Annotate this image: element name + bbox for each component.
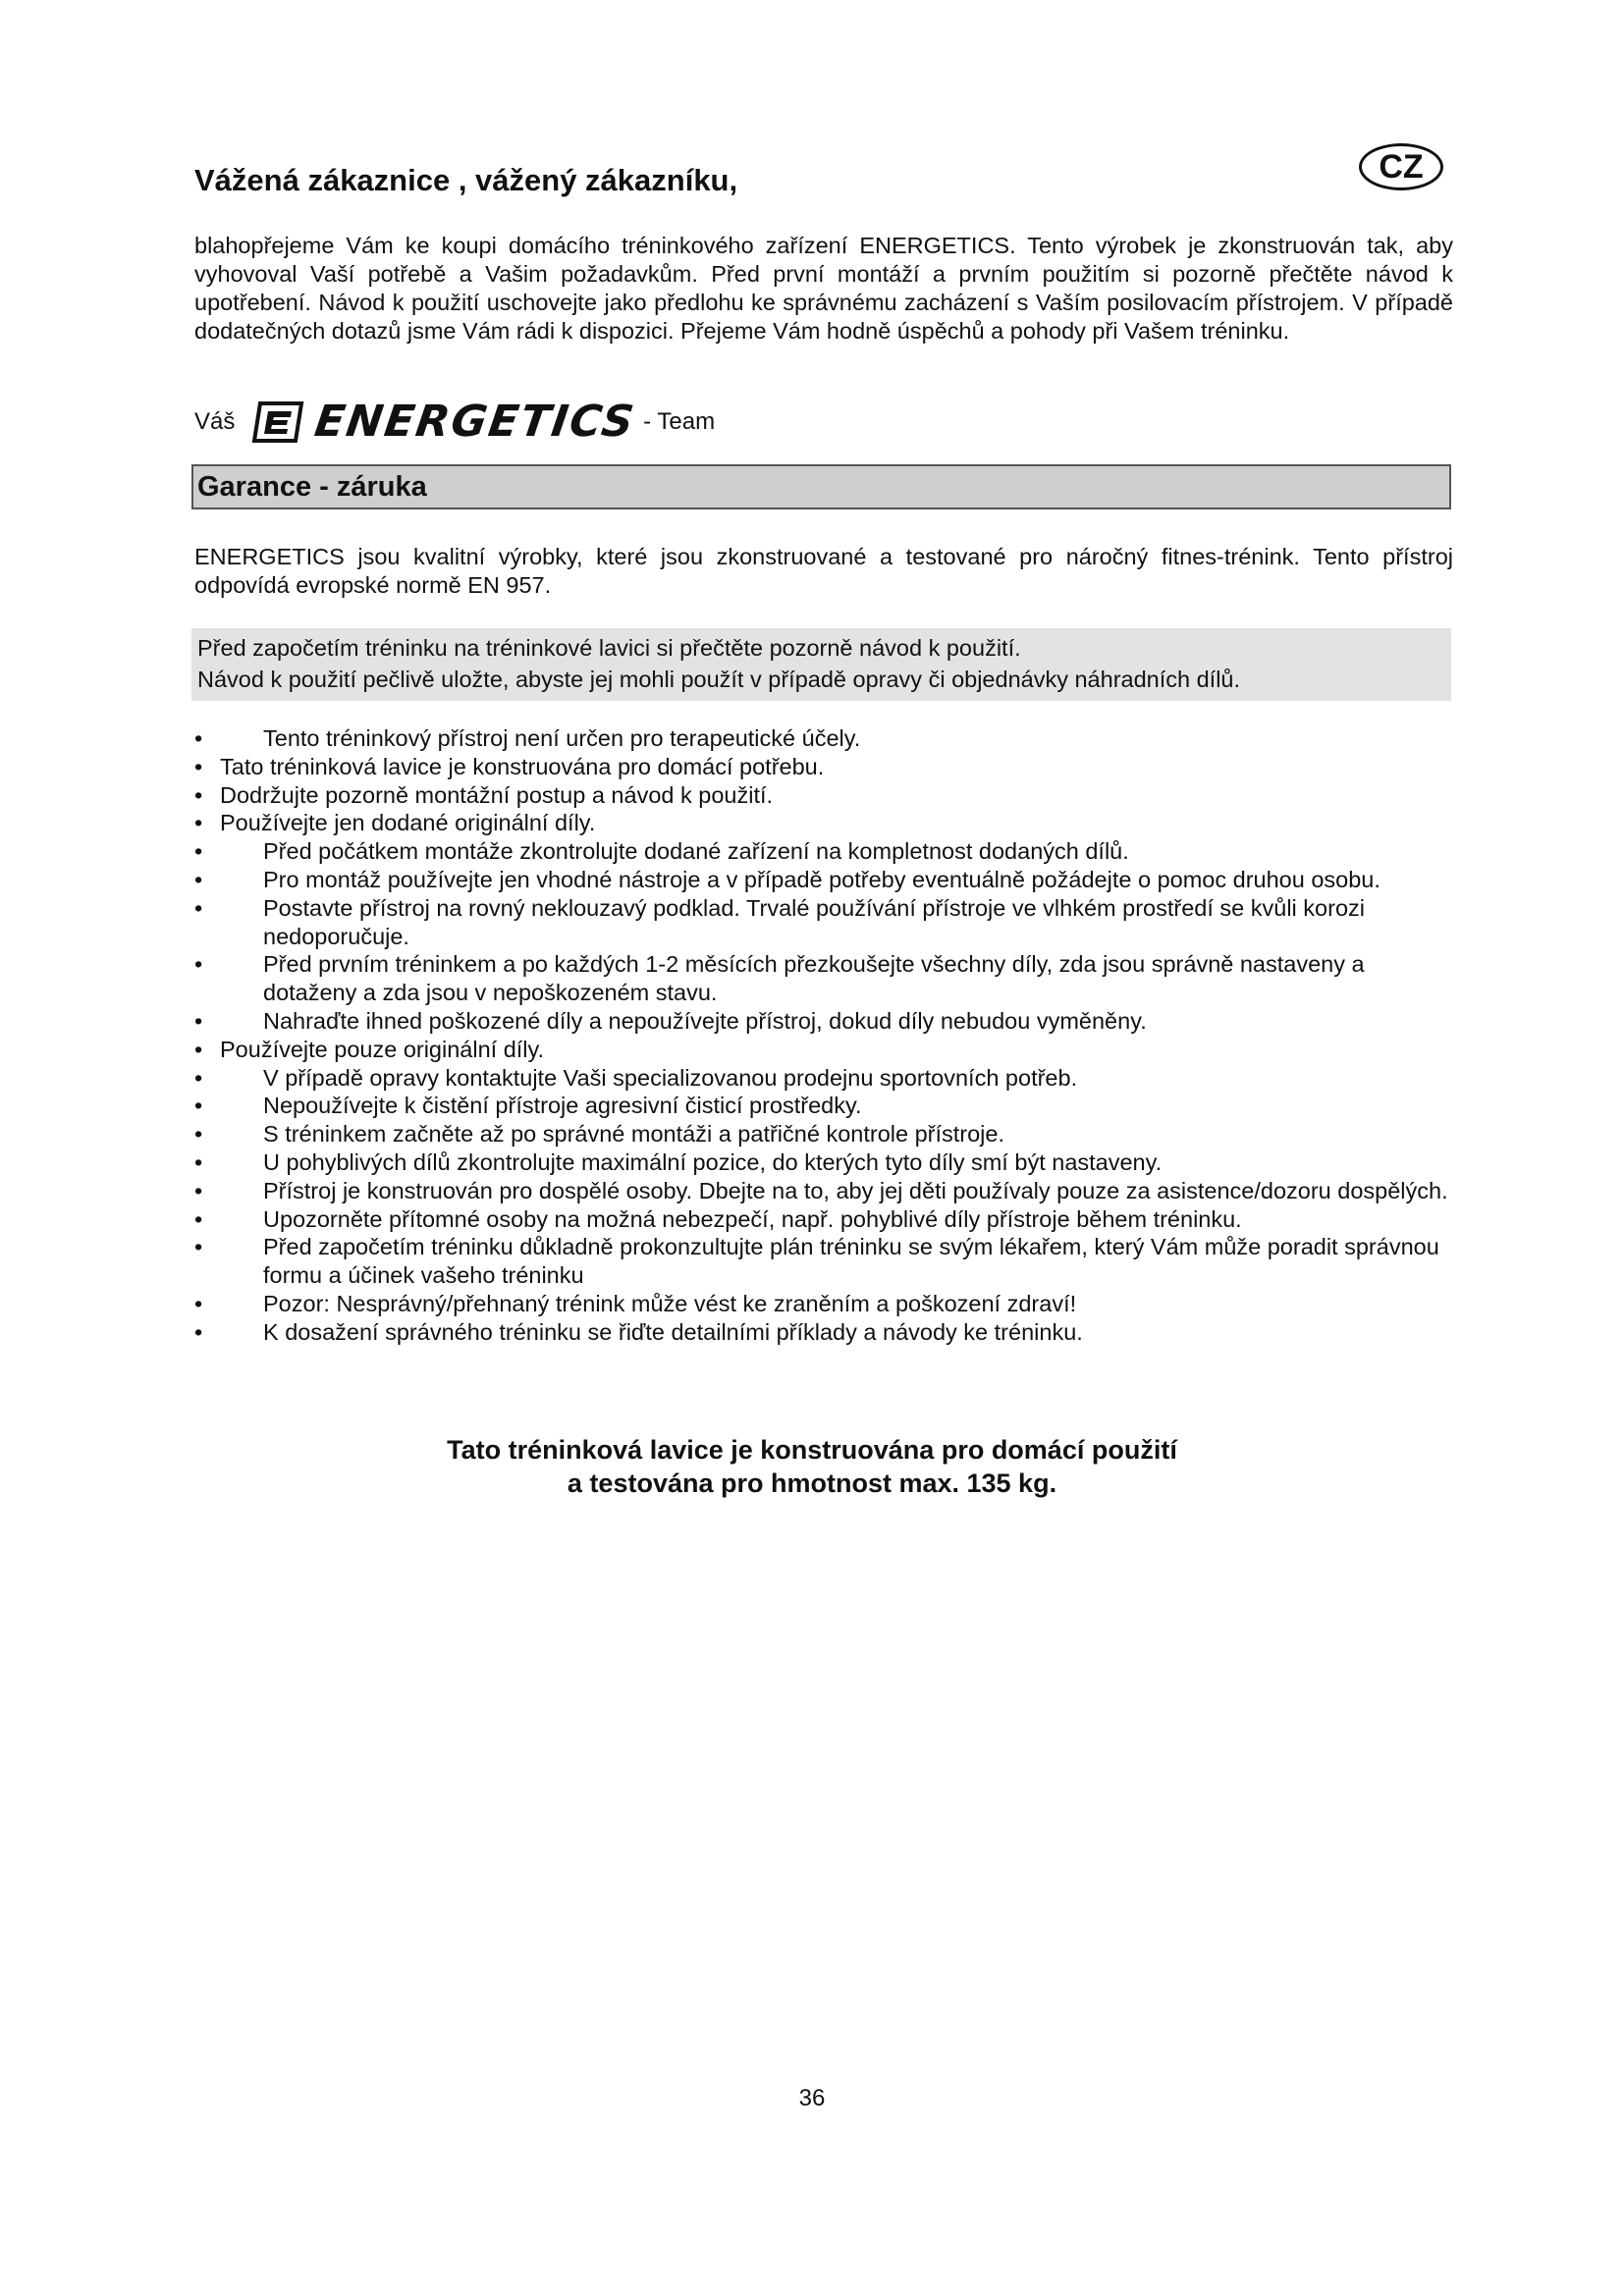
page-title: Vážená zákaznice , vážený zákazníku,	[194, 163, 738, 197]
brand-name: ENERGETICS	[311, 397, 639, 447]
list-item: • Používejte jen dodané originální díly.	[194, 809, 1461, 837]
list-item: • Upozorněte přítomné osoby na možná nebezpečí, např. pohyblivé díly přístroje během tréninku.	[194, 1205, 1461, 1234]
notice-line: a testována pro hmotnost max. 135 kg.	[567, 1468, 1057, 1498]
list-item: • Pro montáž používejte jen vhodné nástroje a v případě potřeby eventuálně požádejte o pomoc druhou osobu.	[194, 866, 1461, 894]
list-item: • Dodržujte pozorně montážní postup a návod k použití.	[194, 781, 1461, 810]
note-line: Před započetím tréninku na tréninkové lavici si přečtěte pozorně návod k použití.	[197, 635, 1021, 661]
notice-line: Tato tréninková lavice je konstruována pro domácí použití	[447, 1435, 1177, 1465]
list-item: • Používejte pouze originální díly.	[194, 1036, 1461, 1064]
max-weight-notice	[0, 1433, 1624, 1500]
list-item: • Tato tréninková lavice je konstruována pro domácí potřebu.	[194, 753, 1461, 781]
list-item: • Postavte přístroj na rovný neklouzavý podklad. Trvalé používání přístroje ve vlhkém prostředí se kvůli korozi nedoporučuje.	[194, 894, 1461, 951]
signature-suffix: - Team	[643, 407, 716, 435]
page-number: 36	[798, 2085, 826, 2111]
list-item: • U pohyblivých dílů zkontrolujte maximální pozice, do kterých tyto díly smí být nastaveny.	[194, 1148, 1461, 1177]
note-box	[191, 628, 1451, 701]
list-item: • K dosažení správného tréninku se řiďte detailními příklady a návody ke tréninku.	[194, 1318, 1461, 1347]
signature	[194, 397, 715, 447]
list-item: • Přístroj je konstruován pro dospělé osoby. Dbejte na to, aby jej děti používaly pouze za asistence/dozoru dospělých.	[194, 1177, 1461, 1205]
list-item: • Tento tréninkový přístroj není určen pro terapeutické účely.	[194, 724, 1461, 753]
safety-list	[194, 724, 1461, 1347]
quality-paragraph: ENERGETICS jsou kvalitní výrobky, které jsou zkonstruované a testované pro náročný fitnes-trénink. Tento přístroj odpovídá evropské normě EN 957.	[194, 544, 1453, 598]
energetics-e-icon	[250, 400, 305, 445]
list-item: • Před počátkem montáže zkontrolujte dodané zařízení na kompletnost dodaných dílů.	[194, 837, 1461, 866]
list-item: • Nahraďte ihned poškozené díly a nepoužívejte přístroj, dokud díly nebudou vyměněny.	[194, 1007, 1461, 1036]
note-line: Návod k použití pečlivě uložte, abyste jej mohli použít v případě opravy či objednávky náhradních dílů.	[197, 667, 1241, 692]
intro-paragraph: blahopřejeme Vám ke koupi domácího tréninkového zařízení ENERGETICS. Tento výrobek je zkonstruován tak, aby vyhovoval Vaší potřebě a Vašim požadavkům. Před první montáží a prvním použitím si pozorně přečtěte návod k upotřebení. Návod k použití uschovejte jako předlohu ke správnému zacházení s Vaším posilovacím přístrojem. V případě dodatečných dotazů jsme Vám rádi k dispozici. Přejeme Vám hodně úspěchů a pohody při Vašem tréninku.	[194, 233, 1453, 344]
list-item: • Před započetím tréninku důkladně prokonzultujte plán tréninku se svým lékařem, který Vám může poradit správnou formu a účinek vašeho tréninku	[194, 1233, 1461, 1290]
section-heading-warranty: Garance - záruka	[191, 464, 1451, 509]
signature-prefix: Váš	[194, 407, 236, 435]
list-item: • Pozor: Nesprávný/přehnaný trénink může vést ke zraněním a poškození zdraví!	[194, 1290, 1461, 1318]
list-item: • S tréninkem začněte až po správné montáži a patřičné kontrole přístroje.	[194, 1120, 1461, 1148]
list-item: • Před prvním tréninkem a po každých 1-2 měsících přezkoušejte všechny díly, zda jsou správně nastaveny a dotaženy a zda jsou v nepoškozeném stavu.	[194, 950, 1461, 1007]
list-item: • V případě opravy kontaktujte Vaši specializovanou prodejnu sportovních potřeb.	[194, 1064, 1461, 1093]
country-badge: CZ	[1359, 143, 1443, 190]
list-item: • Nepoužívejte k čistění přístroje agresivní čisticí prostředky.	[194, 1092, 1461, 1120]
energetics-logo	[250, 397, 639, 447]
